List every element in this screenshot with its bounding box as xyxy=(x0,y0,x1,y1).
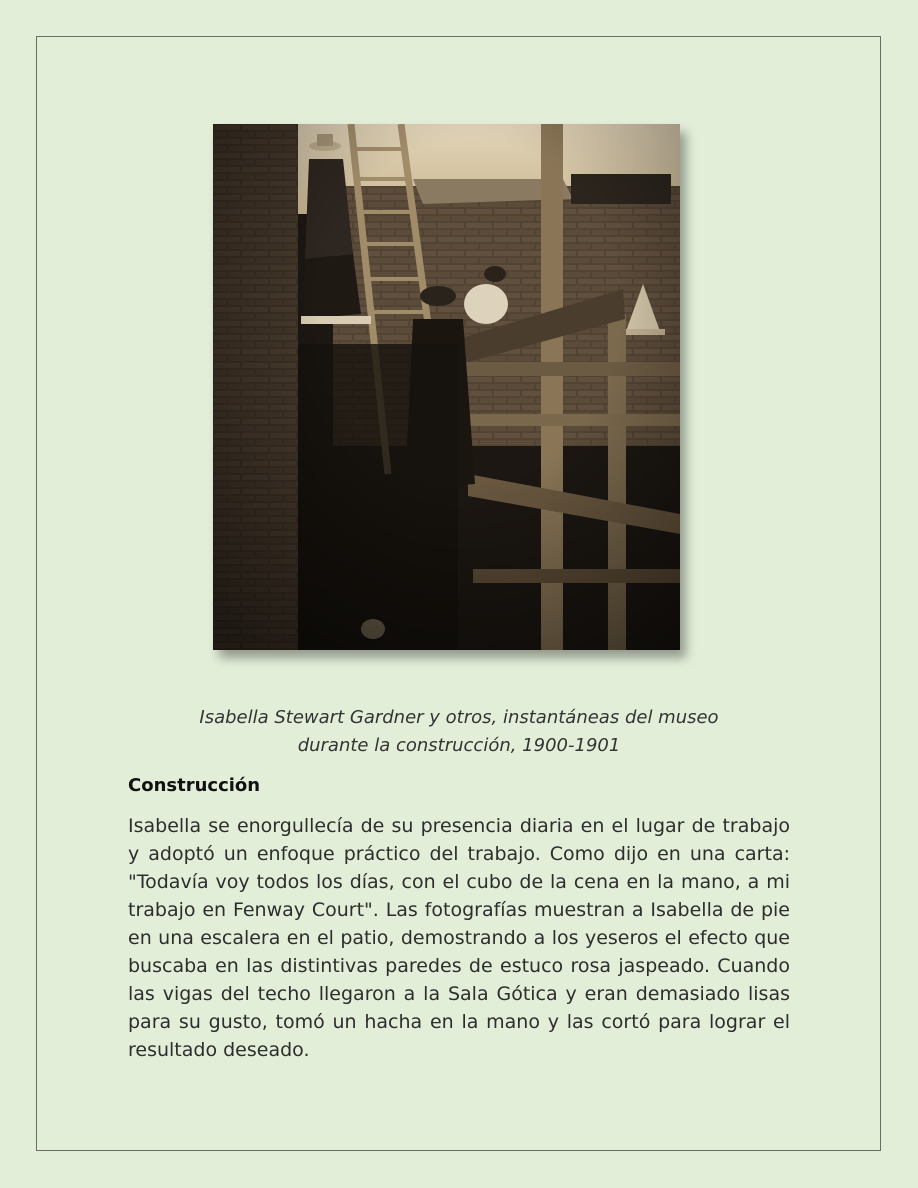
section-paragraph: Isabella se enorgullecía de su presencia diaria en el lugar de trabajo y adoptó un enfoque práctico del trabajo. Como dijo en una carta: "Todavía voy todos los días, con el cubo de la cena en la mano, a mi trabajo en Fenway Court". Las fotografías muestran a Isabella de pie en una escalera en el patio, demostrando a los yeseros el efecto que buscaba en las distintivas paredes de estuco rosa jaspeado. Cuando las vigas del techo llegaron a la Sala Gótica y eran demasiado lisas para su gusto, tomó un hacha en la mano y las cortó para lograr el resultado deseado. xyxy=(128,815,790,1061)
historical-photograph xyxy=(213,124,680,650)
photo-caption xyxy=(128,704,790,760)
caption-line-1: Isabella Stewart Gardner y otros, instantáneas del museo xyxy=(199,707,719,728)
section-heading: Construcción xyxy=(128,775,261,796)
caption-line-2: durante la construcción, 1900-1901 xyxy=(297,735,621,756)
